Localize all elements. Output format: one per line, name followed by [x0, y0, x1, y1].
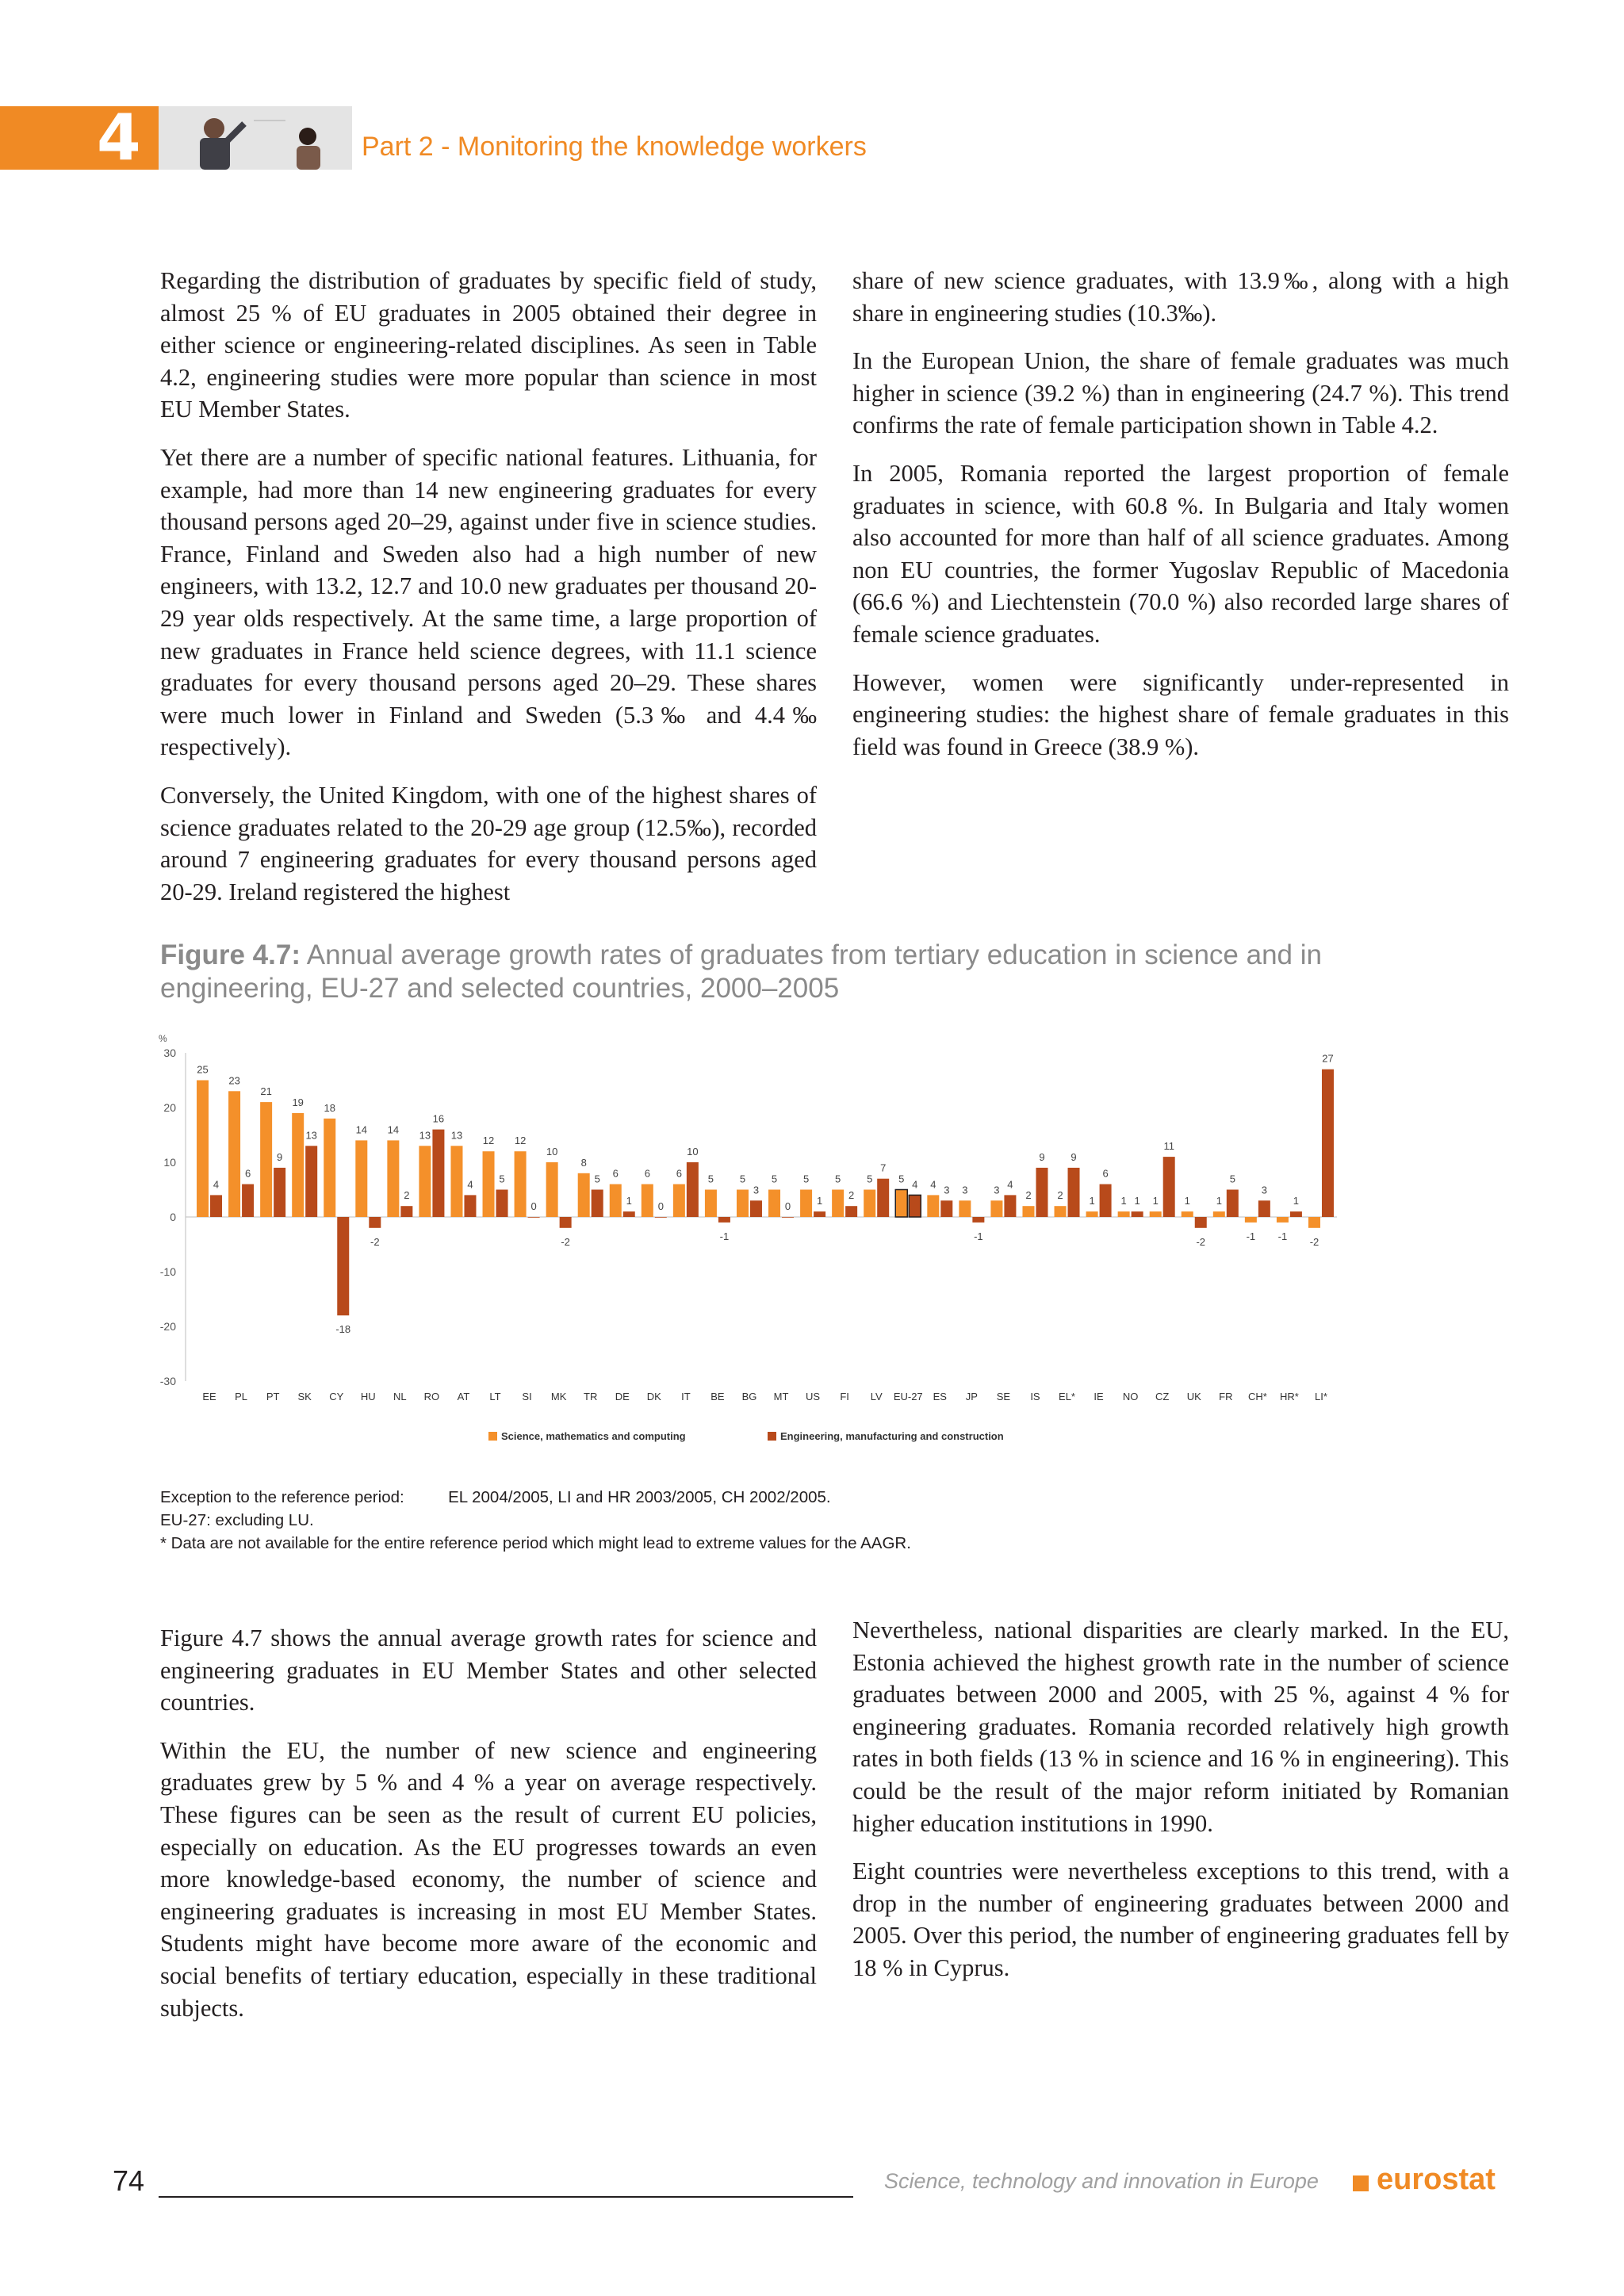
engineering-bar — [305, 1146, 317, 1217]
science-bar — [610, 1184, 622, 1217]
science-bar — [673, 1184, 685, 1217]
science-value-label: 5 — [867, 1173, 873, 1185]
science-bar — [578, 1173, 590, 1217]
engineering-value-label: 1 — [626, 1195, 632, 1207]
x-tick-label: PT — [266, 1391, 280, 1402]
engineering-value-label: 5 — [1229, 1173, 1235, 1185]
note-exception — [160, 1486, 911, 1509]
engineering-value-label: 10 — [687, 1146, 699, 1158]
engineering-value-label: 13 — [305, 1129, 317, 1142]
text-column-top-right — [852, 265, 1509, 779]
science-bar — [1086, 1211, 1098, 1217]
science-value-label: 13 — [450, 1129, 463, 1142]
engineering-value-label: 0 — [530, 1200, 537, 1212]
x-tick-label: CY — [329, 1391, 344, 1402]
science-bar — [1213, 1211, 1225, 1217]
engineering-bar — [1258, 1200, 1270, 1217]
engineering-value-label: 11 — [1163, 1140, 1174, 1153]
science-value-label: 5 — [707, 1173, 714, 1185]
science-value-label: 2 — [1025, 1189, 1032, 1202]
science-bar — [450, 1146, 462, 1217]
engineering-value-label: 27 — [1322, 1052, 1334, 1065]
x-tick-label: LT — [489, 1391, 501, 1402]
x-tick-label: UK — [1186, 1391, 1201, 1402]
science-value-label: 6 — [612, 1167, 619, 1180]
y-tick-label: 10 — [163, 1156, 176, 1169]
engineering-bar — [655, 1217, 667, 1218]
science-value-label: 5 — [739, 1173, 746, 1185]
science-bar — [895, 1190, 907, 1218]
engineering-bar — [814, 1211, 825, 1217]
engineering-bar — [782, 1217, 794, 1218]
science-bar — [864, 1190, 875, 1218]
engineering-value-label: -2 — [370, 1235, 380, 1248]
x-tick-label: US — [806, 1391, 821, 1402]
science-bar — [1118, 1211, 1130, 1217]
science-bar — [1245, 1217, 1257, 1223]
x-tick-label: TR — [584, 1391, 598, 1402]
engineering-value-label: -2 — [561, 1235, 570, 1248]
engineering-bar — [1132, 1211, 1143, 1217]
paragraph: Regarding the distribution of graduates by specific field of study, almost 25 % of EU graduates in 2005 obtained their degree in either science or engineering-related disciplines. As seen in Table 4.2, engineering studies were more popular than science in most EU Member States. — [160, 267, 817, 423]
science-value-label: 5 — [835, 1173, 841, 1185]
science-bar — [546, 1162, 558, 1217]
engineering-value-label: 3 — [1261, 1184, 1267, 1196]
engineering-value-label: 7 — [880, 1161, 887, 1174]
engineering-value-label: -2 — [1196, 1235, 1206, 1248]
science-bar — [483, 1151, 495, 1217]
paragraph: In 2005, Romania reported the largest proportion of female graduates in science, with 60.8 %. In Bulgaria and Italy women also accounted for more than half of all science graduates. Among non EU countries, the former Yugoslav Republic of Macedonia (66.6 %) and Liechtenstein (70.0 %) also recorded large shares of female science graduates. — [852, 459, 1509, 648]
science-bar — [737, 1190, 749, 1218]
x-tick-label: BE — [710, 1391, 725, 1402]
science-value-label: 6 — [644, 1167, 650, 1180]
x-tick-label: FR — [1219, 1391, 1233, 1402]
paragraph: Nevertheless, national disparities are clearly marked. In the EU, Estonia achieved the highest growth rate in the number of science graduates between 2000 and 2005, with 25 %, against 4 % for engineering graduates. Romania recorded relatively high growth rates in both fields (13 % in science and 16 % in engineering). This could be the result of the major reform initiated by Romanian higher education institutions in 1990. — [852, 1617, 1509, 1837]
engineering-value-label: 6 — [1102, 1167, 1109, 1180]
science-value-label: 18 — [324, 1101, 335, 1114]
x-tick-label: DE — [615, 1391, 630, 1402]
x-tick-label: EL* — [1059, 1391, 1076, 1402]
engineering-value-label: 2 — [404, 1189, 410, 1202]
x-tick-label: RO — [423, 1391, 440, 1402]
science-value-label: 14 — [355, 1123, 368, 1136]
x-tick-label: NO — [1122, 1391, 1139, 1402]
legend-science-swatch — [488, 1432, 497, 1441]
engineering-value-label: 4 — [1007, 1178, 1013, 1191]
figure-label: Figure 4.7: — [160, 939, 301, 970]
x-tick-label: ES — [933, 1391, 947, 1402]
science-bar — [990, 1200, 1002, 1217]
science-bar — [1182, 1211, 1193, 1217]
engineering-bar — [242, 1184, 254, 1217]
engineering-bar — [718, 1217, 730, 1223]
paragraph: share of new science graduates, with 13.9‰, along with a high share in engineering studies (10.3‰). — [852, 267, 1509, 327]
science-value-label: -1 — [1277, 1230, 1288, 1242]
header-photo — [159, 106, 352, 170]
engineering-value-label: 3 — [753, 1184, 760, 1196]
engineering-value-label: 4 — [912, 1178, 918, 1191]
x-tick-label: NL — [393, 1391, 407, 1402]
paragraph: However, women were significantly under-represented in engineering studies: the highest share of female graduates in this field was found in Greece (38.9 %). — [852, 668, 1509, 760]
x-tick-label: JP — [965, 1391, 978, 1402]
engineering-bar — [592, 1190, 603, 1218]
x-tick-label: SE — [996, 1391, 1011, 1402]
legend-engineering-swatch — [768, 1432, 776, 1441]
engineering-value-label: 16 — [432, 1112, 445, 1125]
engineering-bar — [1004, 1195, 1016, 1217]
science-value-label: 21 — [260, 1085, 272, 1098]
engineering-value-label: 1 — [1134, 1195, 1140, 1207]
engineering-value-label: 0 — [657, 1200, 664, 1212]
brand-square-icon — [1353, 2175, 1369, 2191]
legend-engineering-label: Engineering, manufacturing and construction — [780, 1430, 1004, 1442]
engineering-bar — [432, 1130, 444, 1217]
x-tick-label: HU — [360, 1391, 376, 1402]
x-tick-label: CZ — [1155, 1391, 1170, 1402]
science-bar — [768, 1190, 780, 1218]
paragraph: Conversely, the United Kingdom, with one of the highest shares of science graduates related to the 20-29 age group (12.5‰), recorded around 7 engineering graduates for every thousand persons aged 20-29. Ireland registered the highest — [160, 781, 817, 905]
science-bar — [705, 1190, 717, 1218]
text-column-bottom-left — [160, 1622, 817, 2040]
science-value-label: 4 — [930, 1178, 936, 1191]
figure-caption: Annual average growth rates of graduates from tertiary education in science and in engineering, EU-27 and selected countries, 2000–2005 — [160, 939, 1322, 1004]
y-tick-label: 0 — [170, 1211, 176, 1223]
engineering-bar — [1163, 1157, 1175, 1217]
x-tick-label: EU-27 — [893, 1391, 923, 1402]
engineering-value-label: 4 — [467, 1178, 473, 1191]
engineering-bar — [623, 1211, 635, 1217]
note-star: * Data are not available for the entire reference period which might lead to extreme values for the AAGR. — [160, 1534, 911, 1552]
x-tick-label: PL — [235, 1391, 248, 1402]
engineering-value-label: 6 — [244, 1167, 251, 1180]
science-bar — [197, 1081, 209, 1218]
science-value-label: 25 — [197, 1063, 209, 1076]
science-value-label: 12 — [482, 1135, 495, 1147]
x-tick-label: DK — [646, 1391, 661, 1402]
science-bar — [419, 1146, 431, 1217]
part-title: Part 2 - Monitoring the knowledge workers — [362, 132, 867, 162]
x-tick-label: SI — [522, 1391, 532, 1402]
engineering-bar — [687, 1162, 699, 1217]
science-value-label: 19 — [292, 1096, 304, 1108]
footer-rule — [159, 2196, 853, 2198]
bar-chart — [155, 1031, 1345, 1459]
x-tick-label: CH* — [1247, 1391, 1267, 1402]
science-bar — [324, 1119, 335, 1217]
x-tick-label: HR* — [1279, 1391, 1299, 1402]
science-bar — [260, 1102, 272, 1217]
x-tick-label: EE — [202, 1391, 216, 1402]
y-tick-label: 30 — [163, 1047, 176, 1059]
science-bar — [1150, 1211, 1162, 1217]
x-tick-label: FI — [840, 1391, 849, 1402]
science-bar — [800, 1190, 812, 1218]
engineering-value-label: 2 — [848, 1189, 855, 1202]
engineering-bar — [400, 1206, 412, 1217]
engineering-bar — [464, 1195, 476, 1217]
note-exception-text: EL 2004/2005, LI and HR 2003/2005, CH 2002/2005. — [448, 1488, 831, 1506]
engineering-bar — [560, 1217, 572, 1228]
science-bar — [1308, 1217, 1320, 1228]
engineering-bar — [496, 1190, 508, 1218]
science-value-label: 1 — [1152, 1195, 1159, 1207]
science-value-label: 5 — [771, 1173, 778, 1185]
x-tick-label: IT — [681, 1391, 691, 1402]
engineering-bar — [1322, 1070, 1334, 1217]
engineering-bar — [750, 1200, 762, 1217]
science-bar — [515, 1151, 527, 1217]
legend-science-label: Science, mathematics and computing — [501, 1430, 686, 1442]
note-exception-label: Exception to the reference period: — [160, 1488, 404, 1506]
engineering-value-label: 9 — [277, 1150, 283, 1163]
science-value-label: 2 — [1057, 1189, 1063, 1202]
chapter-number: 4 — [97, 101, 141, 174]
engineering-bar — [877, 1179, 889, 1217]
x-tick-label: IS — [1030, 1391, 1040, 1402]
paragraph: Eight countries were nevertheless exceptions to this trend, with a drop in the number of engineering graduates between 2000 and 2005. Over this period, the number of engineering graduates fell by 18 % in Cyprus. — [852, 1858, 1509, 1981]
text-column-bottom-right — [852, 1614, 1509, 2000]
science-bar — [832, 1190, 844, 1218]
engineering-bar — [1036, 1168, 1048, 1217]
engineering-bar — [1068, 1168, 1080, 1217]
science-value-label: 1 — [1089, 1195, 1095, 1207]
engineering-value-label: 9 — [1071, 1150, 1077, 1163]
engineering-value-label: -1 — [719, 1230, 730, 1242]
science-bar — [355, 1140, 367, 1217]
science-value-label: 14 — [387, 1123, 400, 1136]
engineering-bar — [972, 1217, 984, 1223]
science-value-label: 3 — [962, 1184, 968, 1196]
science-value-label: 1 — [1216, 1195, 1222, 1207]
engineering-bar — [1290, 1211, 1302, 1217]
science-value-label: 5 — [898, 1173, 905, 1185]
x-tick-label: LI* — [1315, 1391, 1327, 1402]
y-tick-label: 20 — [163, 1101, 176, 1114]
science-value-label: 1 — [1184, 1195, 1190, 1207]
paragraph: Yet there are a number of specific national features. Lithuania, for example, had more than 14 new engineering graduates for every thousand persons aged 20–29, against under five in science studies. France, Finland and Sweden also had a high number of new engineers, with 13.2, 12.7 and 10.0 new graduates per thousand 20-29 year olds respectively. At the same time, a large proportion of new graduates in France held science degrees, with 11.1 science graduates for every thousand persons aged 20–29. These shares were much lower in Finland and Sweden (5.3‰ and 4.4‰ respectively). — [160, 443, 817, 761]
science-value-label: 6 — [676, 1167, 682, 1180]
x-tick-label: MK — [550, 1391, 567, 1402]
science-bar — [642, 1184, 653, 1217]
engineering-value-label: 1 — [816, 1195, 823, 1207]
x-tick-label: SK — [297, 1391, 312, 1402]
science-value-label: 12 — [514, 1135, 527, 1147]
engineering-bar — [210, 1195, 222, 1217]
eurostat-logo: eurostat — [1377, 2163, 1496, 2196]
x-tick-label: BG — [741, 1391, 757, 1402]
engineering-value-label: 0 — [784, 1200, 791, 1212]
science-value-label: 10 — [546, 1146, 558, 1158]
page-number: 74 — [113, 2164, 145, 2197]
science-bar — [228, 1091, 240, 1217]
science-bar — [959, 1200, 971, 1217]
engineering-bar — [845, 1206, 857, 1217]
engineering-value-label: 1 — [1293, 1195, 1300, 1207]
science-value-label: 13 — [419, 1129, 431, 1142]
engineering-value-label: 5 — [594, 1173, 600, 1185]
science-bar — [1277, 1217, 1289, 1223]
science-value-label: 1 — [1120, 1195, 1127, 1207]
engineering-value-label: 5 — [499, 1173, 505, 1185]
y-axis-unit-label: % — [159, 1033, 167, 1044]
note-eu: EU-27: excluding LU. — [160, 1511, 314, 1529]
engineering-bar — [337, 1217, 349, 1315]
engineering-bar — [1195, 1217, 1207, 1228]
engineering-value-label: -1 — [974, 1230, 983, 1242]
engineering-bar — [940, 1200, 952, 1217]
figure-title — [160, 939, 1397, 1005]
y-tick-label: -10 — [159, 1265, 176, 1278]
engineering-bar — [1227, 1190, 1239, 1218]
publication-title: Science, technology and innovation in Europe — [884, 2169, 1319, 2193]
science-value-label: 3 — [994, 1184, 1000, 1196]
figure-notes — [160, 1486, 911, 1555]
y-tick-label: -20 — [159, 1320, 176, 1333]
engineering-bar — [274, 1168, 285, 1217]
paragraph: Within the EU, the number of new science and engineering graduates grew by 5 % and 4 % a year on average respectively. These figures can be seen as the result of current EU policies, especially on education. As the EU progresses towards an even more knowledge-based economy, the number of science and engineering graduates is increasing in most EU Member States. Students might have become more aware of the economic and social benefits of tertiary education, especially in these traditional subjects. — [160, 1736, 817, 2022]
engineering-value-label: 4 — [213, 1178, 220, 1191]
science-bar — [927, 1195, 939, 1217]
engineering-value-label: 9 — [1039, 1150, 1045, 1163]
paragraph: In the European Union, the share of female graduates was much higher in science (39.2 %) than in engineering (24.7 %). This trend confirms the rate of female participation shown in Table 4.2. — [852, 347, 1509, 439]
y-tick-label: -30 — [159, 1375, 176, 1387]
engineering-value-label: 3 — [944, 1184, 950, 1196]
x-tick-label: AT — [457, 1391, 470, 1402]
paragraph: Figure 4.7 shows the annual average growth rates for science and engineering graduates in EU Member States and other selected countries. — [160, 1624, 817, 1716]
engineering-bar — [528, 1217, 540, 1218]
science-value-label: 5 — [802, 1173, 810, 1185]
science-bar — [1022, 1206, 1034, 1217]
x-tick-label: LV — [870, 1391, 883, 1402]
x-tick-label: MT — [773, 1391, 789, 1402]
x-tick-label: IE — [1094, 1391, 1104, 1402]
science-value-label: -2 — [1309, 1235, 1320, 1248]
science-bar — [292, 1113, 304, 1217]
science-value-label: 8 — [580, 1156, 587, 1169]
science-bar — [387, 1140, 399, 1217]
engineering-bar — [909, 1195, 921, 1217]
engineering-bar — [1100, 1184, 1112, 1217]
engineering-value-label: -18 — [335, 1323, 351, 1336]
engineering-bar — [369, 1217, 381, 1228]
science-value-label: -1 — [1246, 1230, 1256, 1242]
science-value-label: 23 — [228, 1074, 240, 1087]
science-bar — [1055, 1206, 1067, 1217]
text-column-top-left — [160, 265, 817, 924]
